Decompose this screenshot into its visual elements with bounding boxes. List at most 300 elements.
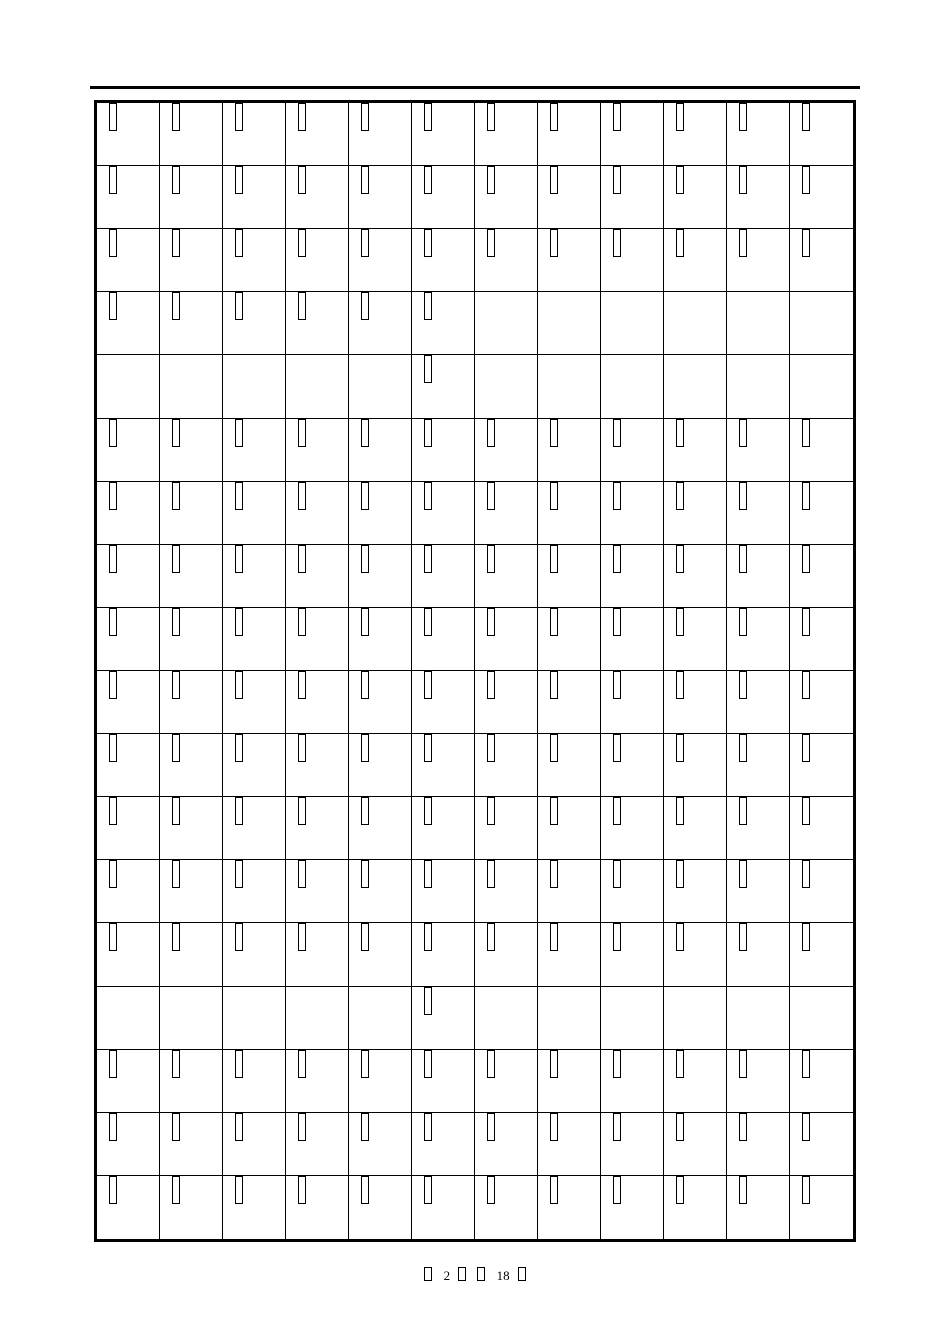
missing-glyph-icon [424, 671, 432, 699]
missing-glyph-icon [613, 797, 621, 825]
missing-glyph-icon [424, 1050, 432, 1078]
grid-cell [790, 1050, 853, 1113]
missing-glyph-icon [235, 419, 243, 447]
missing-glyph-icon [172, 1176, 180, 1204]
missing-glyph-icon [298, 292, 306, 320]
grid-cell [349, 1176, 412, 1239]
grid-cell [97, 1113, 160, 1176]
missing-glyph-icon [477, 1267, 485, 1281]
missing-glyph-icon [298, 419, 306, 447]
grid-cell [286, 797, 349, 860]
grid-cell [790, 734, 853, 797]
grid-cell [475, 482, 538, 545]
grid-cell [475, 923, 538, 986]
grid-cell [349, 987, 412, 1050]
missing-glyph-icon [802, 1050, 810, 1078]
grid-cell [664, 923, 727, 986]
missing-glyph-icon [109, 229, 117, 257]
missing-glyph-icon [802, 545, 810, 573]
grid-cell [412, 229, 475, 292]
missing-glyph-icon [235, 608, 243, 636]
grid-cell [601, 1176, 664, 1239]
missing-glyph-icon [109, 103, 117, 131]
missing-glyph-icon [676, 103, 684, 131]
missing-glyph-icon [739, 1050, 747, 1078]
grid-cell [601, 545, 664, 608]
missing-glyph-icon [550, 166, 558, 194]
grid-cell [790, 545, 853, 608]
grid-cell [412, 355, 475, 418]
grid-cell [349, 671, 412, 734]
grid-cell [664, 671, 727, 734]
grid-cell [160, 355, 223, 418]
grid-cell [475, 1050, 538, 1113]
missing-glyph-icon [109, 734, 117, 762]
grid-cell [727, 1176, 790, 1239]
missing-glyph-icon [235, 923, 243, 951]
grid-cell [727, 482, 790, 545]
missing-glyph-icon [424, 923, 432, 951]
grid-cell [349, 734, 412, 797]
grid-cell [349, 545, 412, 608]
grid-cell [160, 608, 223, 671]
grid-cell [790, 923, 853, 986]
grid-cell [538, 482, 601, 545]
grid-cell [160, 987, 223, 1050]
grid-cell [790, 166, 853, 229]
grid-cell [601, 608, 664, 671]
grid-cell [223, 355, 286, 418]
grid-cell [97, 292, 160, 355]
grid-cell [664, 734, 727, 797]
missing-glyph-icon [109, 419, 117, 447]
missing-glyph-icon [424, 292, 432, 320]
grid-cell [286, 355, 349, 418]
missing-glyph-icon [739, 860, 747, 888]
grid-cell [601, 419, 664, 482]
missing-glyph-icon [424, 1113, 432, 1141]
grid-cell [97, 1176, 160, 1239]
grid-cell [286, 166, 349, 229]
grid-cell [286, 545, 349, 608]
grid-cell [790, 419, 853, 482]
missing-glyph-icon [739, 671, 747, 699]
grid-cell [790, 860, 853, 923]
grid-cell [412, 923, 475, 986]
missing-glyph-icon [424, 1267, 432, 1281]
missing-glyph-icon [802, 860, 810, 888]
grid-cell [160, 229, 223, 292]
grid-cell [601, 797, 664, 860]
grid-cell [664, 797, 727, 860]
grid-cell [727, 545, 790, 608]
grid-cell [160, 923, 223, 986]
grid-cell [286, 1176, 349, 1239]
missing-glyph-icon [739, 166, 747, 194]
missing-glyph-icon [550, 482, 558, 510]
grid-cell [664, 482, 727, 545]
missing-glyph-icon [109, 545, 117, 573]
missing-glyph-icon [613, 671, 621, 699]
missing-glyph-icon [424, 419, 432, 447]
missing-glyph-icon [361, 860, 369, 888]
missing-glyph-icon [109, 797, 117, 825]
grid-cell [601, 229, 664, 292]
grid-cell [97, 545, 160, 608]
missing-glyph-icon [676, 671, 684, 699]
missing-glyph-icon [739, 797, 747, 825]
missing-glyph-icon [676, 229, 684, 257]
grid-cell [475, 1176, 538, 1239]
missing-glyph-icon [109, 166, 117, 194]
missing-glyph-icon [487, 671, 495, 699]
grid-cell [538, 166, 601, 229]
grid-cell [727, 419, 790, 482]
grid-cell [538, 103, 601, 166]
missing-glyph-icon [361, 292, 369, 320]
missing-glyph-icon [613, 103, 621, 131]
missing-glyph-icon [361, 923, 369, 951]
grid-cell [475, 103, 538, 166]
missing-glyph-icon [739, 419, 747, 447]
grid-cell [475, 355, 538, 418]
grid-cell [790, 103, 853, 166]
header-rule [90, 86, 860, 89]
grid-cell [97, 229, 160, 292]
missing-glyph-icon [109, 1113, 117, 1141]
grid-cell [412, 671, 475, 734]
grid-cell [223, 292, 286, 355]
grid-cell [790, 797, 853, 860]
missing-glyph-icon [235, 1050, 243, 1078]
missing-glyph-icon [487, 419, 495, 447]
grid-cell [223, 987, 286, 1050]
missing-glyph-icon [550, 103, 558, 131]
grid-cell [475, 166, 538, 229]
missing-glyph-icon [361, 419, 369, 447]
missing-glyph-icon [298, 923, 306, 951]
grid-cell [412, 734, 475, 797]
missing-glyph-icon [172, 166, 180, 194]
missing-glyph-icon [739, 229, 747, 257]
grid-cell [538, 545, 601, 608]
grid-cell [160, 482, 223, 545]
grid-cell [349, 1050, 412, 1113]
missing-glyph-icon [361, 1050, 369, 1078]
grid-cell [664, 860, 727, 923]
missing-glyph-icon [172, 103, 180, 131]
missing-glyph-icon [487, 923, 495, 951]
grid-cell [286, 860, 349, 923]
missing-glyph-icon [676, 860, 684, 888]
missing-glyph-icon [802, 103, 810, 131]
missing-glyph-icon [550, 1050, 558, 1078]
grid-cell [664, 1176, 727, 1239]
grid-cell [223, 166, 286, 229]
grid-cell [727, 103, 790, 166]
missing-glyph-icon [109, 1176, 117, 1204]
missing-glyph-icon [487, 1176, 495, 1204]
missing-glyph-icon [487, 482, 495, 510]
grid-cell [97, 923, 160, 986]
missing-glyph-icon [361, 166, 369, 194]
grid-cell [475, 671, 538, 734]
grid-cell [790, 355, 853, 418]
missing-glyph-icon [298, 103, 306, 131]
grid-cell [286, 923, 349, 986]
grid-cell [790, 1176, 853, 1239]
missing-glyph-icon [487, 103, 495, 131]
grid-cell [97, 797, 160, 860]
missing-glyph-icon [172, 734, 180, 762]
grid-cell [412, 103, 475, 166]
missing-glyph-icon [613, 1176, 621, 1204]
grid-cell [97, 608, 160, 671]
missing-glyph-icon [361, 545, 369, 573]
grid-cell [160, 1050, 223, 1113]
missing-glyph-icon [424, 482, 432, 510]
missing-glyph-icon [550, 229, 558, 257]
missing-glyph-icon [613, 482, 621, 510]
grid-cell [601, 1113, 664, 1176]
grid-cell [160, 166, 223, 229]
grid-cell [349, 355, 412, 418]
grid-cell [97, 987, 160, 1050]
grid-cell [475, 229, 538, 292]
missing-glyph-icon [172, 797, 180, 825]
grid-cell [412, 608, 475, 671]
missing-glyph-icon [802, 734, 810, 762]
missing-glyph-icon [172, 545, 180, 573]
grid-cell [286, 1113, 349, 1176]
grid-cell [475, 292, 538, 355]
grid-cell [97, 419, 160, 482]
grid-cell [160, 419, 223, 482]
grid-cell [223, 1113, 286, 1176]
missing-glyph-icon [487, 1050, 495, 1078]
grid-cell [538, 797, 601, 860]
missing-glyph-icon [109, 292, 117, 320]
grid-cell [790, 482, 853, 545]
grid-cell [286, 987, 349, 1050]
grid-cell [601, 166, 664, 229]
grid-cell [538, 671, 601, 734]
grid-cell [97, 482, 160, 545]
missing-glyph-icon [613, 419, 621, 447]
grid-cell [601, 355, 664, 418]
missing-glyph-icon [676, 1050, 684, 1078]
missing-glyph-icon [487, 860, 495, 888]
grid-cell [286, 292, 349, 355]
grid-cell [538, 229, 601, 292]
missing-glyph-icon [550, 860, 558, 888]
grid-cell [664, 166, 727, 229]
missing-glyph-icon [172, 229, 180, 257]
missing-glyph-icon [550, 1176, 558, 1204]
grid-cell [349, 923, 412, 986]
grid-cell [97, 1050, 160, 1113]
grid-cell [790, 987, 853, 1050]
grid-cell [727, 355, 790, 418]
missing-glyph-icon [361, 734, 369, 762]
grid-cell [664, 545, 727, 608]
missing-glyph-icon [298, 166, 306, 194]
missing-glyph-icon [235, 797, 243, 825]
missing-glyph-icon [424, 608, 432, 636]
grid-cell [286, 419, 349, 482]
grid-cell [223, 608, 286, 671]
grid-cell [160, 545, 223, 608]
missing-glyph-icon [424, 545, 432, 573]
missing-glyph-icon [235, 103, 243, 131]
grid-cell [538, 734, 601, 797]
grid-cell [349, 103, 412, 166]
missing-glyph-icon [172, 419, 180, 447]
grid-cell [349, 166, 412, 229]
missing-glyph-icon [613, 923, 621, 951]
grid-cell [727, 292, 790, 355]
missing-glyph-icon [739, 545, 747, 573]
grid-cell [727, 734, 790, 797]
grid-cell [286, 229, 349, 292]
grid-cell [727, 608, 790, 671]
missing-glyph-icon [613, 860, 621, 888]
grid-cell [664, 987, 727, 1050]
grid-cell [790, 292, 853, 355]
grid-cell [160, 671, 223, 734]
missing-glyph-icon [172, 860, 180, 888]
grid-cell [160, 734, 223, 797]
grid-cell [664, 608, 727, 671]
missing-glyph-icon [298, 1176, 306, 1204]
grid-cell [412, 292, 475, 355]
grid-cell [664, 229, 727, 292]
grid-cell [223, 545, 286, 608]
grid-cell [223, 860, 286, 923]
missing-glyph-icon [424, 860, 432, 888]
missing-glyph-icon [739, 1113, 747, 1141]
missing-glyph-icon [739, 103, 747, 131]
grid-cell [286, 1050, 349, 1113]
missing-glyph-icon [109, 608, 117, 636]
missing-glyph-icon [802, 671, 810, 699]
grid-cell [223, 734, 286, 797]
grid-cell [538, 860, 601, 923]
grid-cell [412, 1113, 475, 1176]
grid-cell [790, 671, 853, 734]
missing-glyph-icon [676, 734, 684, 762]
missing-glyph-icon [487, 545, 495, 573]
grid-cell [601, 671, 664, 734]
missing-glyph-icon [550, 797, 558, 825]
missing-glyph-icon [802, 797, 810, 825]
grid-cell [412, 987, 475, 1050]
missing-glyph-icon [424, 229, 432, 257]
grid-cell [538, 1050, 601, 1113]
grid-cell [223, 1176, 286, 1239]
grid-cell [349, 482, 412, 545]
page-total: 18 [496, 1268, 510, 1283]
missing-glyph-icon [235, 734, 243, 762]
grid-cell [475, 987, 538, 1050]
missing-glyph-icon [235, 545, 243, 573]
missing-glyph-icon [361, 1176, 369, 1204]
missing-glyph-icon [424, 103, 432, 131]
missing-glyph-icon [550, 671, 558, 699]
grid-cell [790, 1113, 853, 1176]
grid-cell [160, 103, 223, 166]
missing-glyph-icon [802, 229, 810, 257]
grid-cell [538, 355, 601, 418]
grid-cell [601, 923, 664, 986]
grid-cell [349, 292, 412, 355]
grid-cell [349, 229, 412, 292]
grid-cell [727, 860, 790, 923]
missing-glyph-icon [109, 923, 117, 951]
grid-cell [538, 923, 601, 986]
missing-glyph-icon [424, 797, 432, 825]
missing-glyph-icon [739, 923, 747, 951]
missing-glyph-icon [361, 797, 369, 825]
grid-cell [223, 482, 286, 545]
missing-glyph-icon [235, 292, 243, 320]
grid-cell [412, 797, 475, 860]
missing-glyph-icon [298, 797, 306, 825]
missing-glyph-icon [109, 860, 117, 888]
missing-glyph-icon [298, 1050, 306, 1078]
missing-glyph-icon [739, 608, 747, 636]
grid-cell [412, 419, 475, 482]
grid-cell [97, 103, 160, 166]
grid-cell [97, 166, 160, 229]
grid-cell [538, 987, 601, 1050]
grid-cell [97, 671, 160, 734]
missing-glyph-icon [361, 1113, 369, 1141]
missing-glyph-icon [172, 923, 180, 951]
grid-cell [601, 1050, 664, 1113]
grid-cell [349, 419, 412, 482]
grid-cell [97, 860, 160, 923]
missing-glyph-icon [550, 923, 558, 951]
grid-cell [664, 292, 727, 355]
grid-cell [412, 1050, 475, 1113]
missing-glyph-icon [613, 734, 621, 762]
missing-glyph-icon [361, 482, 369, 510]
missing-glyph-icon [802, 419, 810, 447]
grid-cell [727, 1050, 790, 1113]
grid-cell [223, 797, 286, 860]
grid-cell [601, 987, 664, 1050]
missing-glyph-icon [361, 103, 369, 131]
grid-cell [349, 1113, 412, 1176]
missing-glyph-icon [235, 671, 243, 699]
missing-glyph-icon [298, 229, 306, 257]
grid-cell [664, 1050, 727, 1113]
missing-glyph-icon [739, 1176, 747, 1204]
missing-glyph-icon [298, 734, 306, 762]
missing-glyph-icon [802, 1176, 810, 1204]
grid-cell [727, 923, 790, 986]
missing-glyph-icon [235, 1176, 243, 1204]
missing-glyph-icon [424, 734, 432, 762]
missing-glyph-icon [518, 1267, 526, 1281]
missing-glyph-icon [172, 292, 180, 320]
missing-glyph-icon [424, 987, 432, 1015]
grid-cell [538, 1113, 601, 1176]
grid-cell [475, 1113, 538, 1176]
missing-glyph-icon [802, 923, 810, 951]
grid-cell [475, 860, 538, 923]
